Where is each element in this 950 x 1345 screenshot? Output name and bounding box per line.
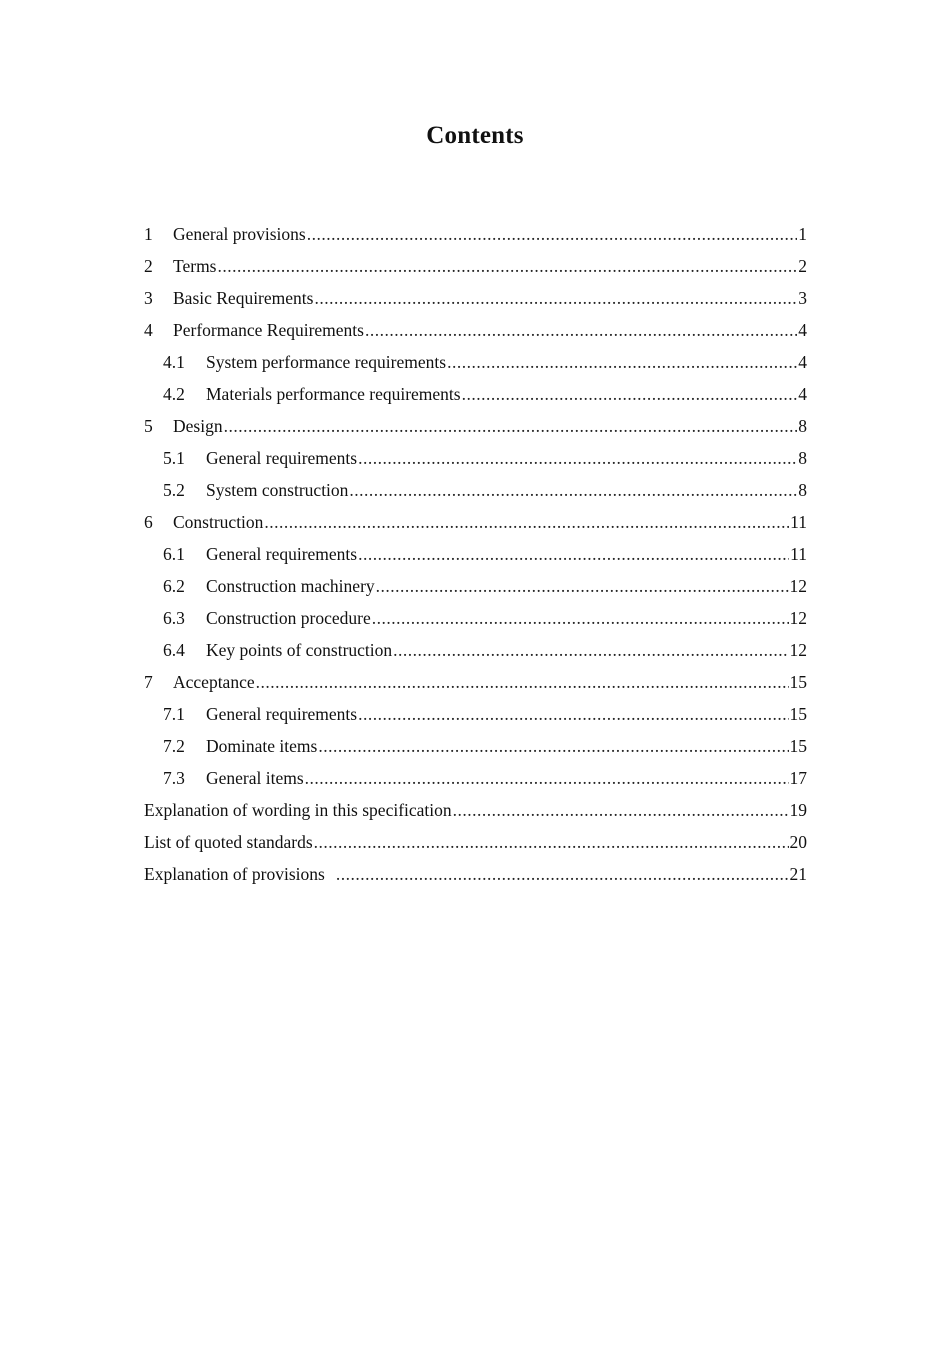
toc-entry-label: General provisions xyxy=(173,224,306,244)
toc-entry-page: 15 xyxy=(789,736,807,756)
toc-entry-page: 8 xyxy=(798,448,807,468)
toc-entry xyxy=(144,314,807,346)
toc-dot-leader xyxy=(336,858,789,890)
toc-entry-number: 6.2 xyxy=(163,576,185,596)
toc-subentry xyxy=(144,442,807,474)
toc-entry-number: 4.2 xyxy=(163,384,185,404)
toc-dot-leader xyxy=(358,442,797,474)
toc-entry-page: 19 xyxy=(789,800,807,820)
toc-dot-leader xyxy=(393,634,788,666)
toc-entry-page: 12 xyxy=(789,608,807,628)
toc-entry-label: Explanation of provisions xyxy=(144,864,325,884)
toc-subentry xyxy=(144,730,807,762)
toc-entry xyxy=(144,506,807,538)
toc-subentry xyxy=(144,538,807,570)
toc-entry-page: 11 xyxy=(790,544,807,564)
toc-entry-number: 7.2 xyxy=(163,736,185,756)
toc-dot-leader xyxy=(224,410,798,442)
table-of-contents xyxy=(144,218,807,890)
toc-dot-leader xyxy=(256,666,789,698)
toc-entry-number: 5.2 xyxy=(163,480,185,500)
toc-entry-page: 3 xyxy=(798,288,807,308)
toc-entry-page: 12 xyxy=(789,640,807,660)
toc-dot-leader xyxy=(462,378,798,410)
toc-entry-page: 11 xyxy=(790,512,807,532)
toc-dot-leader xyxy=(372,602,789,634)
toc-dot-leader xyxy=(218,250,798,282)
toc-subentry xyxy=(144,762,807,794)
toc-entry-number: 6.3 xyxy=(163,608,185,628)
toc-entry-label: System performance requirements xyxy=(206,352,447,372)
toc-entry-number: 1 xyxy=(144,224,153,244)
toc-dot-leader xyxy=(305,762,789,794)
toc-entry xyxy=(144,410,807,442)
toc-appendix-entry xyxy=(144,858,807,890)
toc-dot-leader xyxy=(358,538,789,570)
toc-entry-label: Design xyxy=(173,416,223,436)
toc-subentry xyxy=(144,602,807,634)
toc-dot-leader xyxy=(365,314,797,346)
toc-entry-number: 5 xyxy=(144,416,153,436)
toc-entry-label: Construction xyxy=(173,512,264,532)
toc-entry-number: 5.1 xyxy=(163,448,185,468)
toc-appendix-entry xyxy=(144,826,807,858)
toc-entry-label: Construction procedure xyxy=(206,608,371,628)
toc-entry xyxy=(144,282,807,314)
toc-subentry xyxy=(144,698,807,730)
toc-entry-label: General requirements xyxy=(206,704,358,724)
toc-entry-page: 2 xyxy=(798,256,807,276)
toc-appendix-entry xyxy=(144,794,807,826)
toc-entry-page: 1 xyxy=(798,224,807,244)
toc-entry-label: Materials performance requirements xyxy=(206,384,461,404)
toc-entry-page: 4 xyxy=(798,320,807,340)
page-title: Contents xyxy=(426,122,524,149)
toc-entry-label: General requirements xyxy=(206,448,358,468)
toc-entry-number: 2 xyxy=(144,256,153,276)
toc-entry-label: Performance Requirements xyxy=(173,320,364,340)
toc-subentry xyxy=(144,474,807,506)
toc-entry-label: Key points of construction xyxy=(206,640,393,660)
toc-entry-page: 4 xyxy=(798,384,807,404)
toc-entry-page: 15 xyxy=(789,704,807,724)
toc-entry-page: 8 xyxy=(798,480,807,500)
toc-subentry xyxy=(144,634,807,666)
toc-entry-number: 7.1 xyxy=(163,704,185,724)
toc-entry xyxy=(144,250,807,282)
toc-dot-leader xyxy=(307,218,798,250)
toc-dot-leader xyxy=(264,506,789,538)
toc-entry-number: 3 xyxy=(144,288,153,308)
toc-entry-label: Basic Requirements xyxy=(173,288,314,308)
toc-entry-number: 6.4 xyxy=(163,640,185,660)
toc-dot-leader xyxy=(349,474,797,506)
toc-dot-leader xyxy=(314,826,789,858)
toc-dot-leader xyxy=(358,698,788,730)
toc-dot-leader xyxy=(453,794,789,826)
toc-entry-number: 6.1 xyxy=(163,544,185,564)
toc-entry-page: 17 xyxy=(789,768,807,788)
toc-entry-number: 7.3 xyxy=(163,768,185,788)
toc-entry-page: 8 xyxy=(798,416,807,436)
toc-entry-number: 4 xyxy=(144,320,153,340)
toc-entry-number: 4.1 xyxy=(163,352,185,372)
toc-entry-number: 7 xyxy=(144,672,153,692)
toc-dot-leader xyxy=(314,282,797,314)
toc-dot-leader xyxy=(447,346,797,378)
toc-entry-label: System construction xyxy=(206,480,349,500)
toc-entry xyxy=(144,666,807,698)
toc-entry-label: Explanation of wording in this specification xyxy=(144,800,452,820)
toc-entry-label: Construction machinery xyxy=(206,576,375,596)
toc-entry-label: General requirements xyxy=(206,544,358,564)
toc-entry-page: 12 xyxy=(789,576,807,596)
toc-subentry xyxy=(144,570,807,602)
toc-entry-label: General items xyxy=(206,768,304,788)
toc-entry-page: 4 xyxy=(798,352,807,372)
toc-entry-page: 21 xyxy=(789,864,807,884)
toc-dot-leader xyxy=(318,730,788,762)
toc-subentry xyxy=(144,378,807,410)
toc-entry-label: List of quoted standards xyxy=(144,832,313,852)
toc-entry xyxy=(144,218,807,250)
toc-dot-leader xyxy=(376,570,789,602)
toc-entry-label: Acceptance xyxy=(173,672,255,692)
toc-entry-label: Terms xyxy=(173,256,217,276)
toc-entry-page: 20 xyxy=(789,832,807,852)
toc-subentry xyxy=(144,346,807,378)
toc-entry-label: Dominate items xyxy=(206,736,318,756)
toc-entry-page: 15 xyxy=(789,672,807,692)
toc-entry-number: 6 xyxy=(144,512,153,532)
